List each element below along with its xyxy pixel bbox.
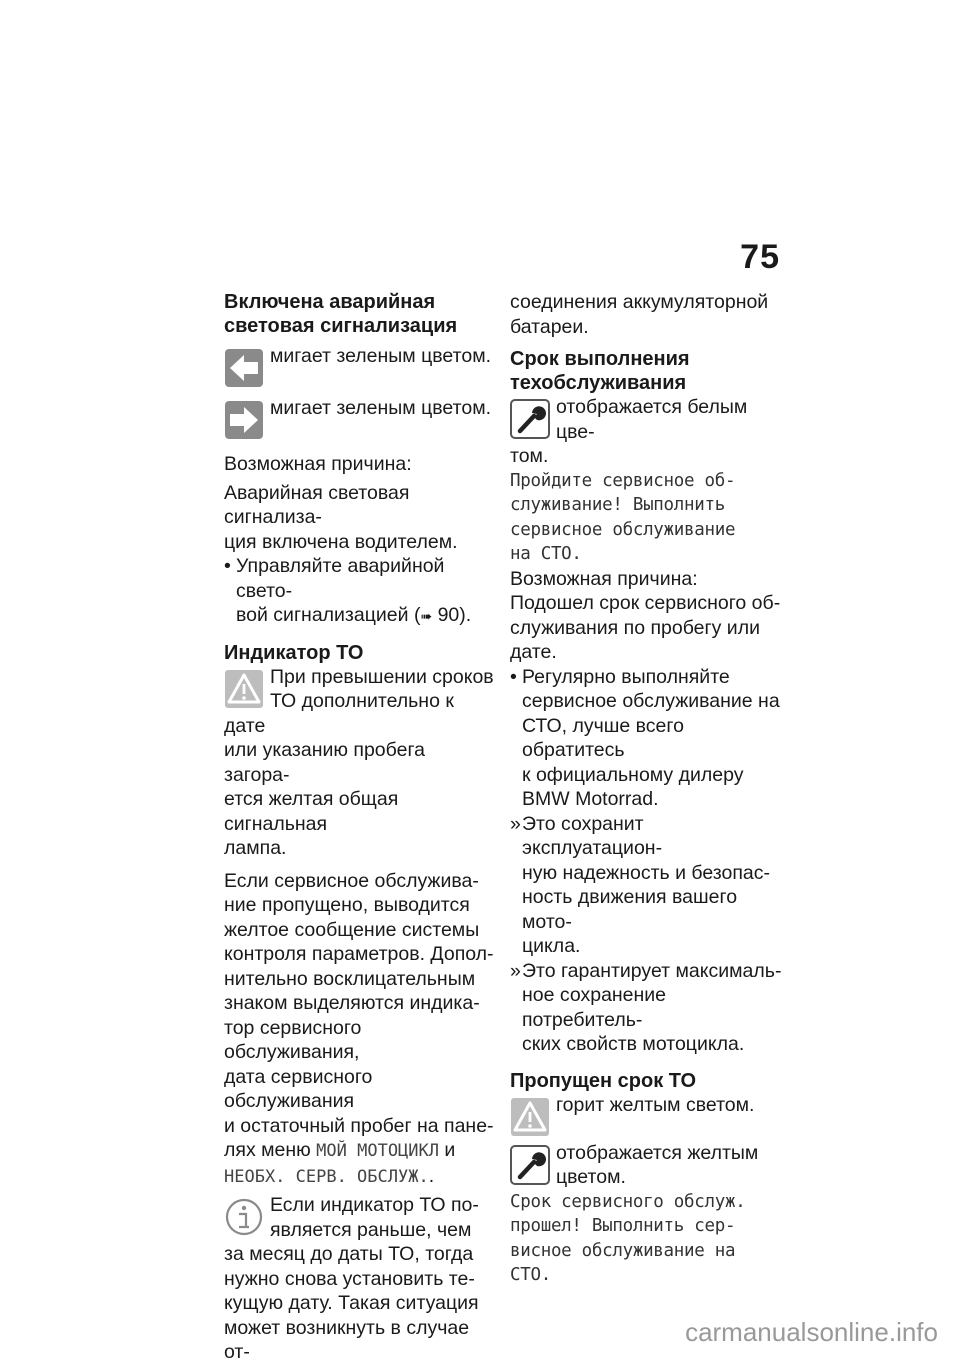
result-1-text-2: ную надежность и безопас- — [522, 861, 770, 884]
wrench-icon — [510, 399, 550, 439]
service-due-message-4: на СТО. — [510, 544, 582, 564]
result-1-text-1: Это сохранит эксплуатацион- — [522, 812, 663, 859]
right-column — [510, 290, 782, 1288]
hazard-heading-line-2: световая сигнализация — [224, 315, 458, 337]
result-2-text-1: Это гарантирует максималь- — [522, 959, 782, 982]
cause-right-2: служивания по пробегу или — [510, 616, 760, 639]
missed-text-8: дата сервисного обслуживания — [224, 1065, 373, 1112]
missed-text-5: нительно восклицательным — [224, 967, 476, 990]
wrench-icon — [510, 1145, 550, 1185]
info-text-5: кущую дату. Такая ситуация — [224, 1292, 479, 1314]
service-bullet-1: Регулярно выполняйте — [522, 665, 730, 688]
overdue-wrench-text-2: цветом. — [556, 1166, 626, 1188]
menu-name-my-motorcycle: МОЙ МОТОЦИКЛ — [316, 1141, 439, 1161]
warning-triangle-icon — [224, 669, 264, 709]
warning-triangle-icon — [510, 1097, 550, 1137]
bullet-text-1: Управляйте аварийной свето- — [236, 555, 445, 602]
service-due-message-1: Пройдите сервисное об- — [510, 470, 736, 491]
missed-text-10-end: и — [439, 1139, 456, 1161]
overdue-wrench-row — [510, 1141, 782, 1190]
left-column — [224, 290, 494, 1365]
missed-text-1: Если сервисное обслужива- — [224, 869, 479, 892]
to-text-2: ТО дополнительно к дате — [224, 690, 454, 737]
right-arrow-text: мигает зеленым цветом. — [270, 397, 492, 419]
info-icon — [224, 1197, 264, 1237]
missed-text-9: и остаточный пробег на пане- — [224, 1114, 494, 1137]
missed-text-11-end: . — [428, 1164, 435, 1187]
info-text-2: является раньше, чем — [270, 1218, 472, 1241]
right-arrow-row — [224, 396, 494, 444]
cause-text-2: ция включена водителем. — [224, 530, 458, 553]
hazard-heading-line-1: Включена аварийная — [224, 291, 436, 313]
page-ref-icon: ➠ — [420, 608, 433, 624]
overdue-wrench-text-1: отображается желтым — [556, 1141, 759, 1164]
to-indicator-heading: Индикатор ТО — [224, 641, 364, 664]
overdue-heading: Пропущен срок ТО — [510, 1069, 697, 1092]
continued-text-2: батареи. — [510, 315, 589, 338]
cause-right-1: Подошел срок сервисного об- — [510, 592, 781, 614]
missed-text-6: знаком выделяются индика- — [224, 992, 480, 1014]
service-due-message-3: сервисное обслуживание — [510, 519, 736, 540]
to-text-1: При превышении сроков — [270, 665, 494, 688]
menu-name-service-needed: НЕОБХ. СЕРВ. ОБСЛУЖ. — [224, 1166, 429, 1187]
missed-text-7: тор сервисного обслуживания, — [224, 1016, 362, 1063]
result-2-text-2: ное сохранение потребитель- — [522, 984, 667, 1031]
cause-label: Возможная причина: — [224, 453, 412, 475]
hazard-bullet — [224, 554, 494, 629]
page-number: 75 — [740, 238, 780, 276]
watermark: carmanualsonline.info — [685, 1317, 938, 1347]
info-text-6: может возникнуть в случае от- — [224, 1316, 470, 1363]
missed-text-4: контроля параметров. Допол- — [224, 943, 494, 965]
to-text-4: ется желтая общая сигнальная — [224, 788, 399, 835]
info-text-1: Если индикатор ТО по- — [270, 1194, 479, 1216]
cause-label-right: Возможная причина: — [510, 567, 698, 590]
service-due-heading-line-1: Срок выполнения — [510, 348, 690, 370]
page-ref-link[interactable]: 90). — [432, 604, 472, 626]
left-arrow-text: мигает зеленым цветом. — [270, 345, 492, 367]
service-bullet-2: сервисное обслуживание на — [522, 690, 780, 712]
result-1-text-3: ность движения вашего мото- — [522, 886, 738, 933]
result-marker: » — [510, 959, 521, 982]
bullet-dot: • — [224, 555, 231, 577]
info-text-4: нужно снова установить те- — [224, 1267, 475, 1290]
service-due-heading-line-2: техобслуживания — [510, 372, 687, 394]
overdue-message-1: Срок сервисного обслуж. — [510, 1191, 746, 1212]
info-note-row — [224, 1193, 494, 1242]
service-due-wrench-text-1: отображается белым цве- — [556, 396, 748, 443]
to-warning-row — [224, 665, 494, 739]
service-due-message-2: служивание! Выполнить — [510, 495, 725, 515]
to-text-3: или указанию пробега загора- — [224, 739, 425, 786]
cause-right-3: дате. — [510, 641, 557, 663]
service-due-wrench-text-2: том. — [510, 445, 549, 467]
overdue-message-3: висное обслуживание на — [510, 1240, 736, 1261]
left-arrow-row — [224, 344, 494, 392]
service-bullet — [510, 665, 782, 812]
missed-text-10: лях меню — [224, 1139, 317, 1161]
continued-text-1: соединения аккумуляторной — [510, 291, 769, 313]
overdue-warning-row — [510, 1093, 782, 1141]
result-marker: » — [510, 812, 521, 835]
result-1-text-4: цикла. — [522, 935, 581, 957]
bullet-text-2: вой сигнализацией ( — [236, 604, 421, 626]
cause-text-1: Аварийная световая сигнализа- — [224, 481, 410, 528]
result-item-2 — [510, 959, 782, 1057]
overdue-message-4: СТО. — [510, 1265, 551, 1285]
turn-right-arrow-icon — [224, 400, 264, 440]
bullet-dot: • — [510, 665, 517, 688]
service-bullet-5: BMW Motorrad. — [522, 788, 659, 810]
service-bullet-4: к официальному дилеру — [522, 763, 744, 786]
missed-text-2: ние пропущено, выводится — [224, 894, 470, 916]
overdue-warning-text: горит желтым светом. — [556, 1093, 755, 1116]
info-text-3: за месяц до даты ТО, тогда — [224, 1243, 474, 1265]
turn-left-arrow-icon — [224, 348, 264, 388]
to-text-5: лампа. — [224, 837, 287, 859]
result-2-text-3: ских свойств мотоцикла. — [522, 1033, 745, 1055]
result-item-1 — [510, 812, 782, 959]
missed-text-3: желтое сообщение системы — [224, 918, 480, 941]
service-due-wrench-row — [510, 395, 782, 469]
overdue-message-2: прошел! Выполнить сер- — [510, 1216, 736, 1236]
service-bullet-3: СТО, лучше всего обратитесь — [522, 714, 684, 761]
